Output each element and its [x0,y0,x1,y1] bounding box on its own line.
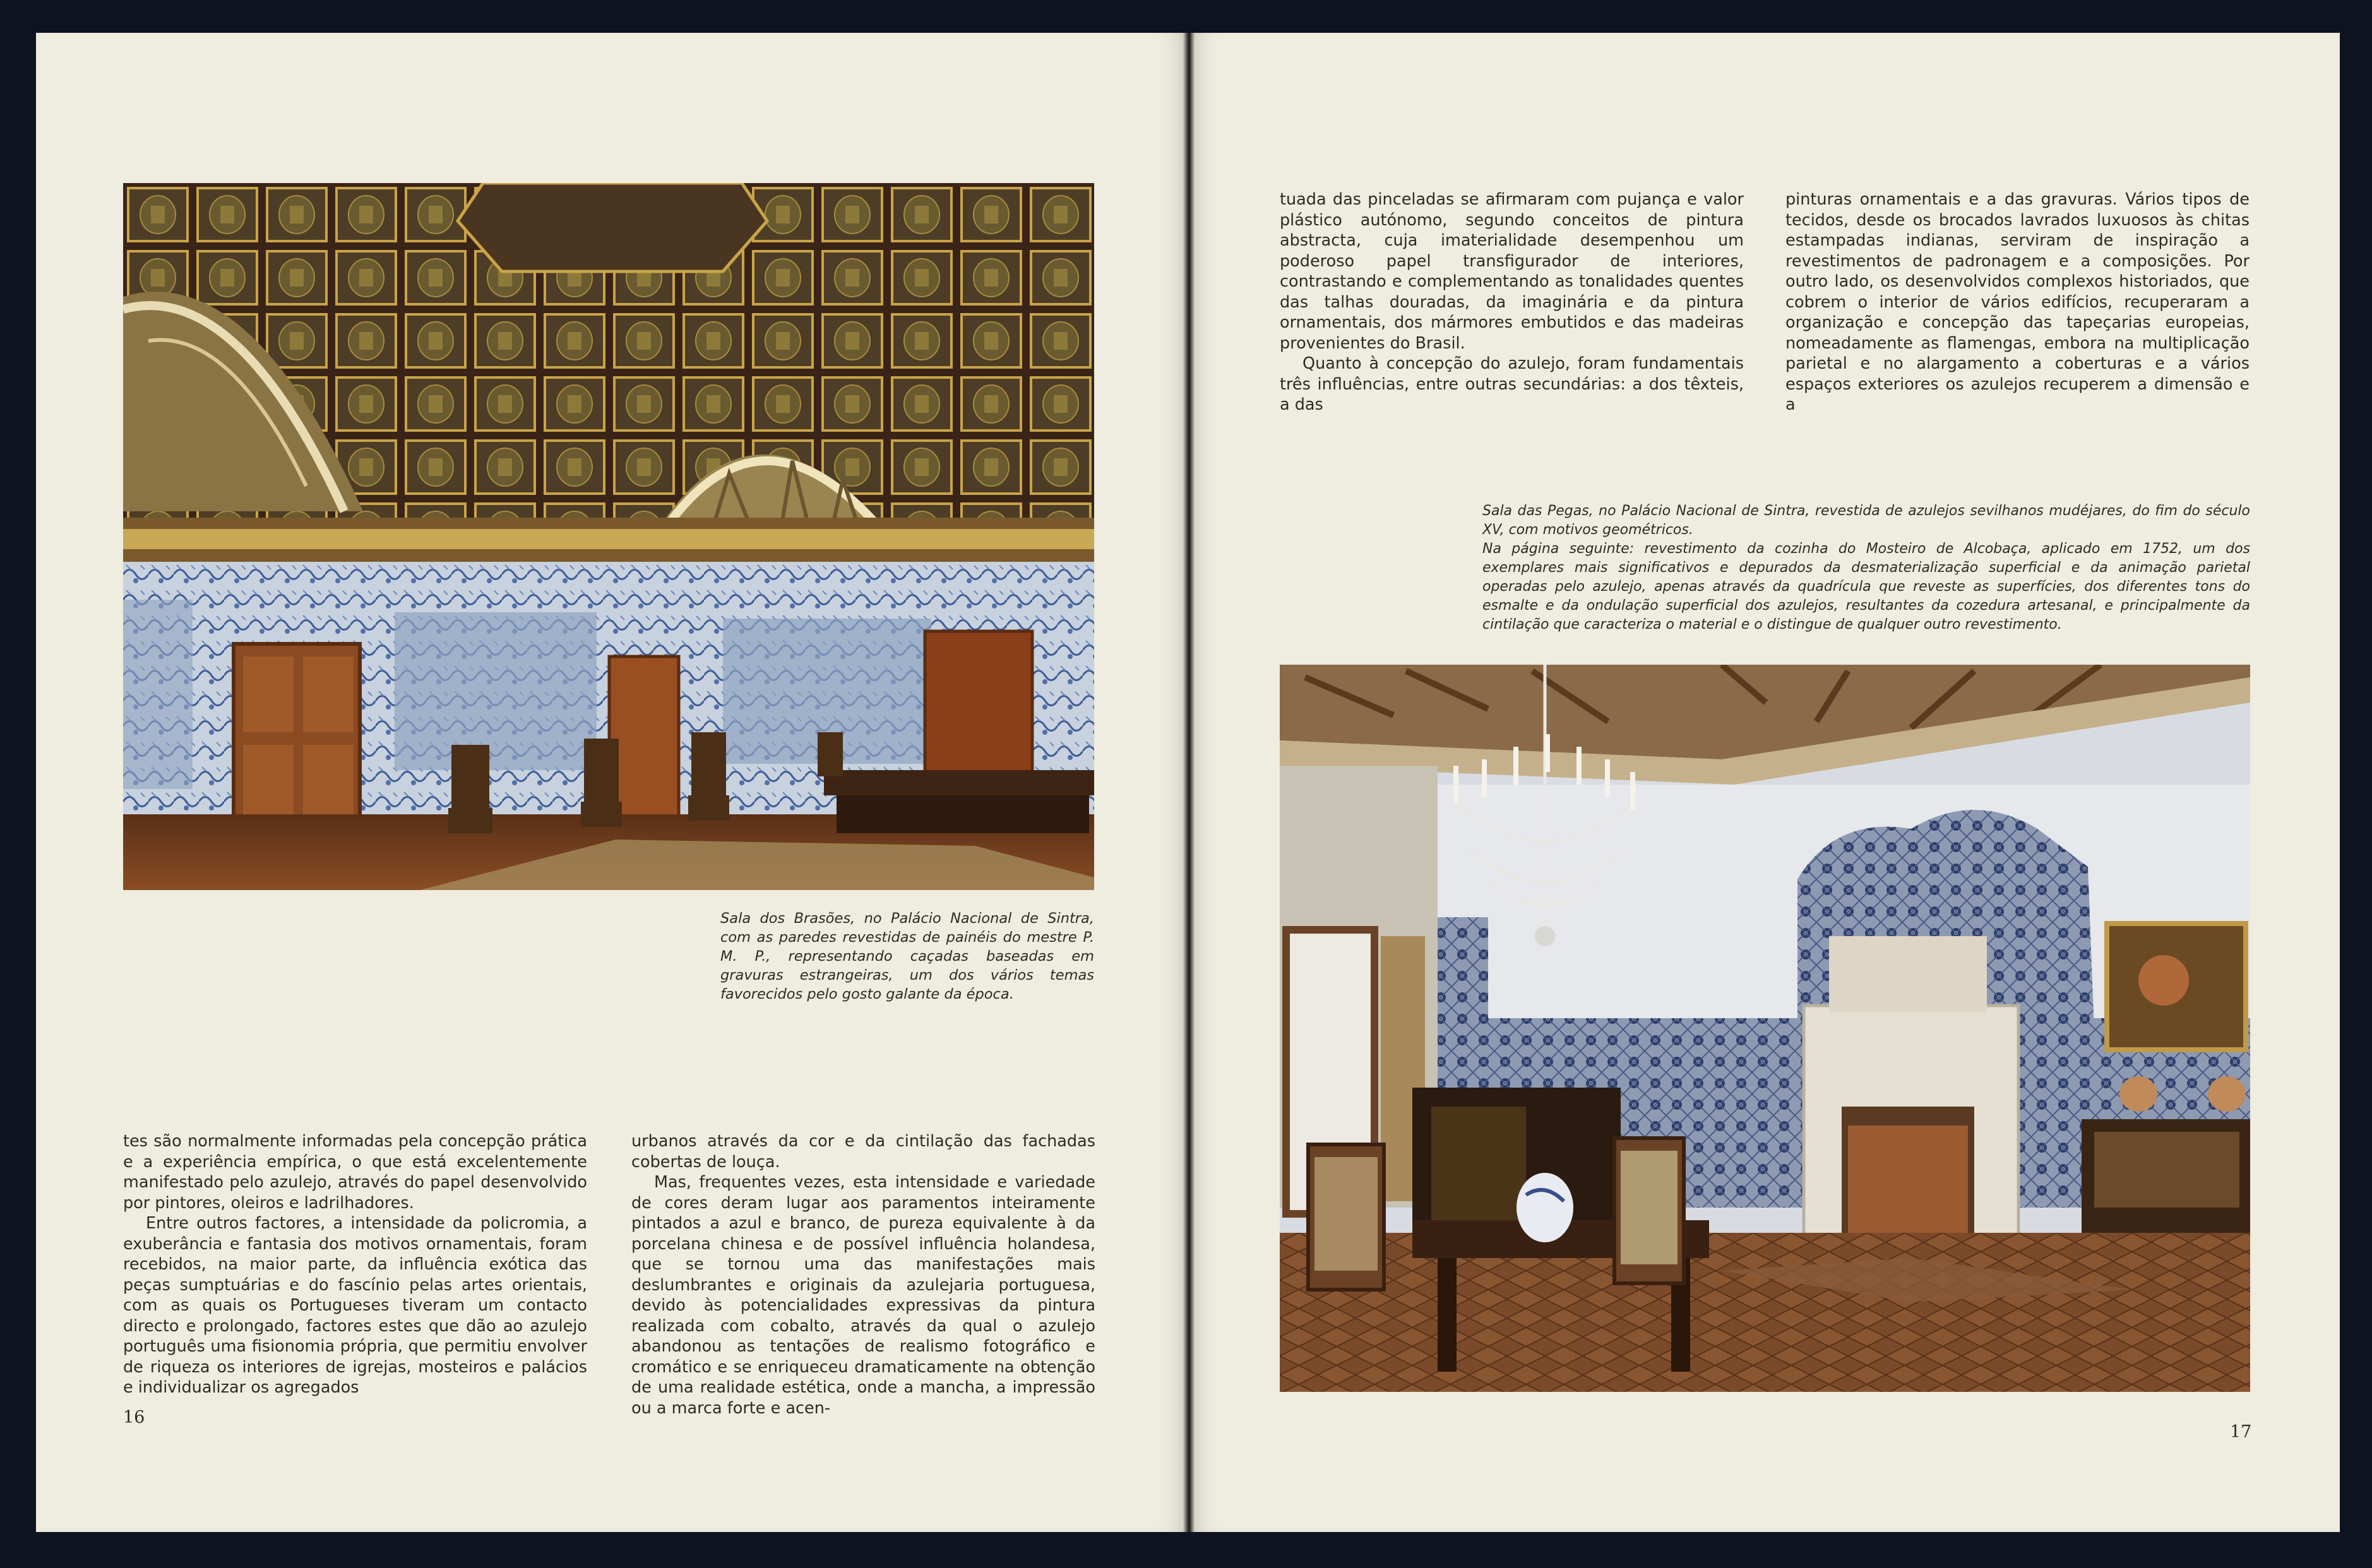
caption-line-2: Na página seguinte: revestimento da cozinha do Mosteiro de Alcobaça, aplicado em 1752, um dos exemplares mais significativos e depurados da desmaterialização superficial e da animação parietal operadas pelo azulejo, apenas através da quadrícula que reveste as superfícies, dos diferentes tons do esmalte e da ondulação superficial dos azulejos, resultantes da cozedura artesanal, e principalmente da cintilação que caracteriza o material e o distingue de qualquer outro revestimento. [1482,541,2250,633]
paragraph: tes são normalmente informadas pela concepção prática e a experiência empírica, o que está excelentemente manifestado pelo azulejo, através do papel desenvolvido por pintores, oleiros e ladrilhadores. [123,1132,587,1213]
paragraph: Entre outros factores, a intensidade da policromia, a exuberância e fantasia dos motivos ornamentais, foram recebidos, na maior parte, da influência exótica das peças sumptuárias e do fascínio pelas artes orientais, com as quais os Portugueses tiveram um contacto directo e prolongado, factores estes que dão ao azulejo português uma fisionomia própria, que permitiu envolver de riqueza os interiores de igrejas, mosteiros e palácios e individualizar os agregados [123,1214,587,1397]
paragraph: Quanto à concepção do azulejo, foram fundamentais três influências, entre outras secundárias: a dos têxteis, a das [1280,354,1744,414]
page-number-right: 17 [2230,1422,2252,1442]
left-text-column-1 [123,1131,587,1398]
page-number-left: 16 [123,1408,145,1427]
right-text-column-2 [1785,189,2250,415]
book-gutter [1183,33,1195,1532]
right-text-column-1 [1280,189,1744,415]
paragraph: Mas, frequentes vezes, esta intensidade e variedade de cores deram lugar aos paramentos inteiramente pintados a azul e branco, de pureza equivalente à da porcelana chinesa e de possível influência holandesa, que se tornou uma das manifestações mais deslumbrantes e originais da azulejaria portuguesa, devido às potencialidades expressivas da pintura realizada com cobalto, através da qual o azulejo abandonou as tentações de realismo fotográfico e cromático e se enriqueceu dramaticamente na obtenção de uma realidade estética, onde a mancha, a impressão ou a marca forte e acen- [631,1173,1095,1418]
paragraph: pinturas ornamentais e a das gravuras. Vários tipos de tecidos, desde os brocados lavrados luxuosos às chitas estampadas indianas, serviram de inspiração a revestimentos de padronagem e a composições. Por outro lado, os desenvolvidos complexos historiados, que cobrem o interior de vários edifícios, recuperaram a organização e concepção das tapeçarias europeias, nomeadamente as flamengas, embora na multiplicação parietal e no alargamento a coberturas e a vários espaços exteriores os azulejos recuperem a dimensão e a [1785,190,2250,414]
caption-text: Sala dos Brasões, no Palácio Nacional de Sintra, com as paredes revestidas de painéis do mestre P. M. P., representando caçadas baseadas em gravuras estrangeiras, um dos vários temas favorecidos pelo gosto galante da época. [720,910,1094,1002]
left-text-column-2 [631,1131,1095,1418]
paragraph: tuada das pinceladas se afirmaram com pujança e valor plástico autónomo, segundo conceitos de pintura abstracta, cuja imaterialidade desempenhou um poderoso papel transfigurador de interiores, contrastando e complementando as tonalidades quentes das talhas douradas, da imaginária e da pintura ornamentais, dos mármores embutidos e das madeiras provenientes do Brasil. [1280,190,1744,353]
photo-caption-left [720,909,1094,1004]
paragraph: urbanos através da cor e da cintilação das fachadas cobertas de louça. [631,1132,1095,1172]
caption-line-1: Sala das Pegas, no Palácio Nacional de Sintra, revestida de azulejos sevilhanos mudéjares, do fim do século XV, com motivos geométricos. [1482,503,2250,538]
photo-sala-dos-brasoes [123,183,1094,890]
photo-caption-right [1482,502,2250,634]
photo-sala-das-pegas [1280,665,2250,1392]
